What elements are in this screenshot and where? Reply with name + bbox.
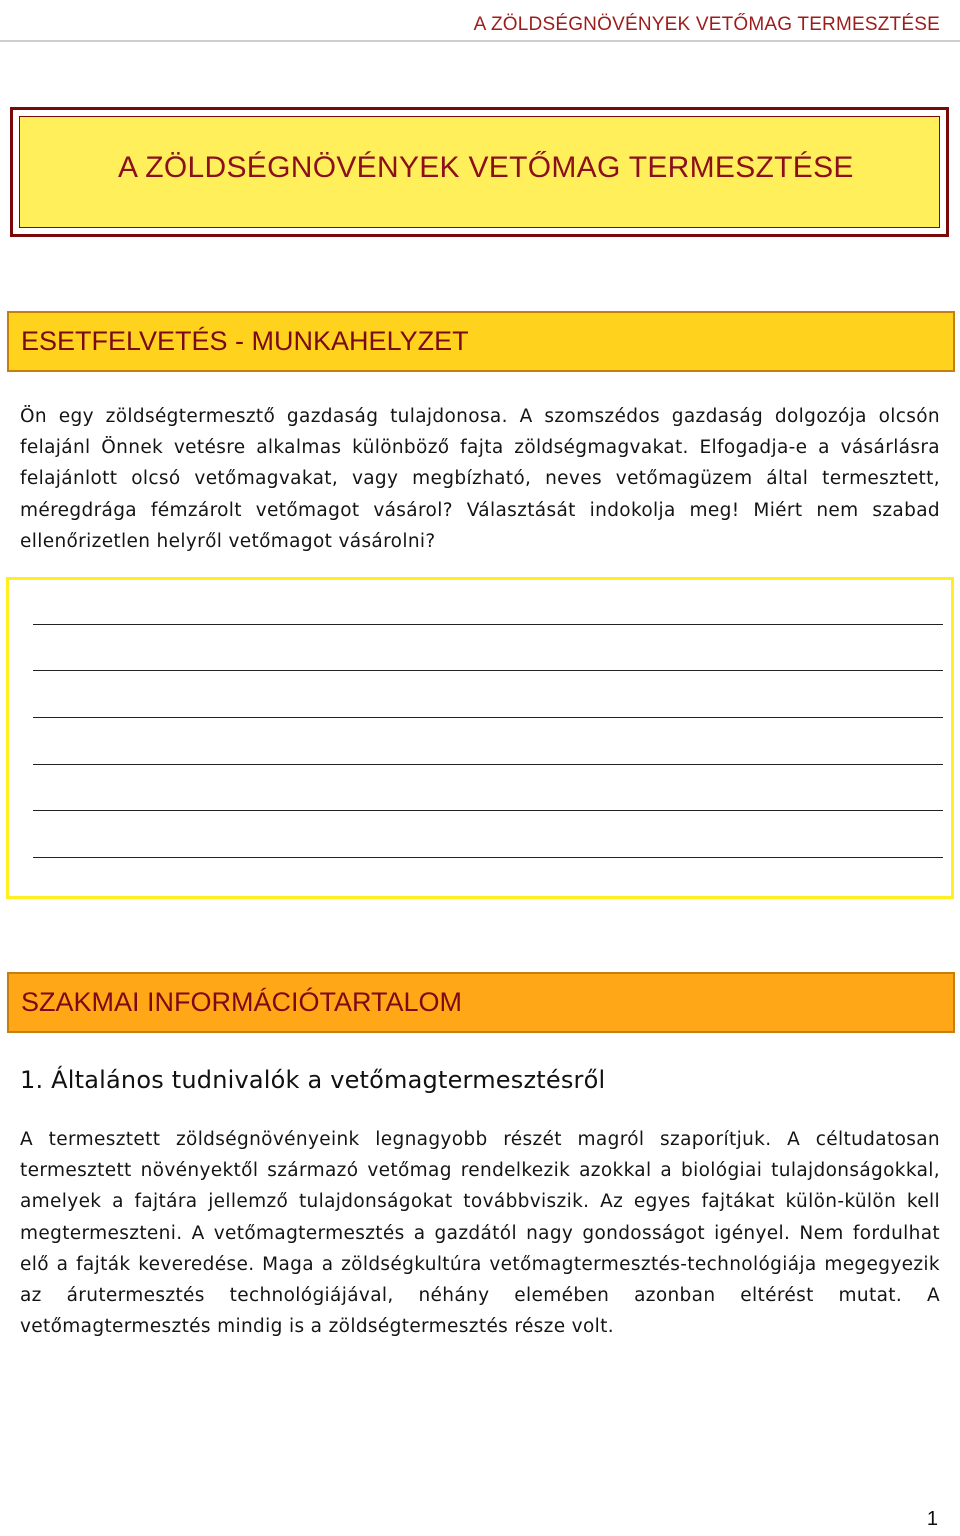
case-section-bar [7,311,955,372]
running-header: A ZÖLDSÉGNÖVÉNYEK VETŐMAG TERMESZTÉSE [473,14,940,35]
answer-line[interactable] [33,764,943,765]
case-paragraph: Ön egy zöldségtermesztő gazdaság tulajdonosa. A szomszédos gazdaság dolgozója olcsón felajánl Önnek vetésre alkalmas különböző fajta zöldségmagvakat. Elfogadja-e a vásárlásra felajánlott olcsó vetőmagvakat, vagy megbízható, neves vetőmagüzem által termesztett, méregdrága fémzárolt vetőmagot vásárol? Választását indokolja meg! Miért nem szabad ellenőrizetlen helyről vetőmagot vásárolni? [20,406,940,552]
info-paragraph: A termesztett zöldségnövényeink legnagyobb részét magról szaporítjuk. A céltudatosan termesztett növényektől származó vetőmag rendelkezik azokkal a biológiai tulajdonságokkal, amelyek a fajtára jellemző tulajdonságokat továbbviszik. Az egyes fajtákat külön-külön kell megtermeszteni. A vetőmagtermesztés a gazdától nagy gondosságot igényel. Nem fordulhat elő a fajták keveredése. Maga a zöldségkultúra vetőmagtermesztés-technológiája megegyezik az árutermesztés technológiájával, néhány elemében azonban eltérést mutat. A vetőmagtermesztés mindig is a zöldségtermesztés része volt. [20,1129,940,1338]
info-section-bar [7,972,955,1033]
case-section-heading: ESETFELVETÉS - MUNKAHELYZET [21,326,469,356]
title-box [10,107,949,237]
answer-line[interactable] [33,717,943,718]
answer-line[interactable] [33,810,943,811]
answer-line[interactable] [33,857,943,858]
answer-line[interactable] [33,670,943,671]
document-title: A ZÖLDSÉGNÖVÉNYEK VETŐMAG TERMESZTÉSE [118,151,854,184]
header-divider [0,40,960,42]
answer-box[interactable] [6,577,954,899]
page-number: 1 [926,1508,938,1530]
title-box-inner [19,116,940,228]
answer-line[interactable] [33,624,943,625]
info-section-heading: SZAKMAI INFORMÁCIÓTARTALOM [21,987,463,1017]
subsection-heading: 1. Általános tudnivalók a vetőmagtermesztésről [20,1066,606,1094]
